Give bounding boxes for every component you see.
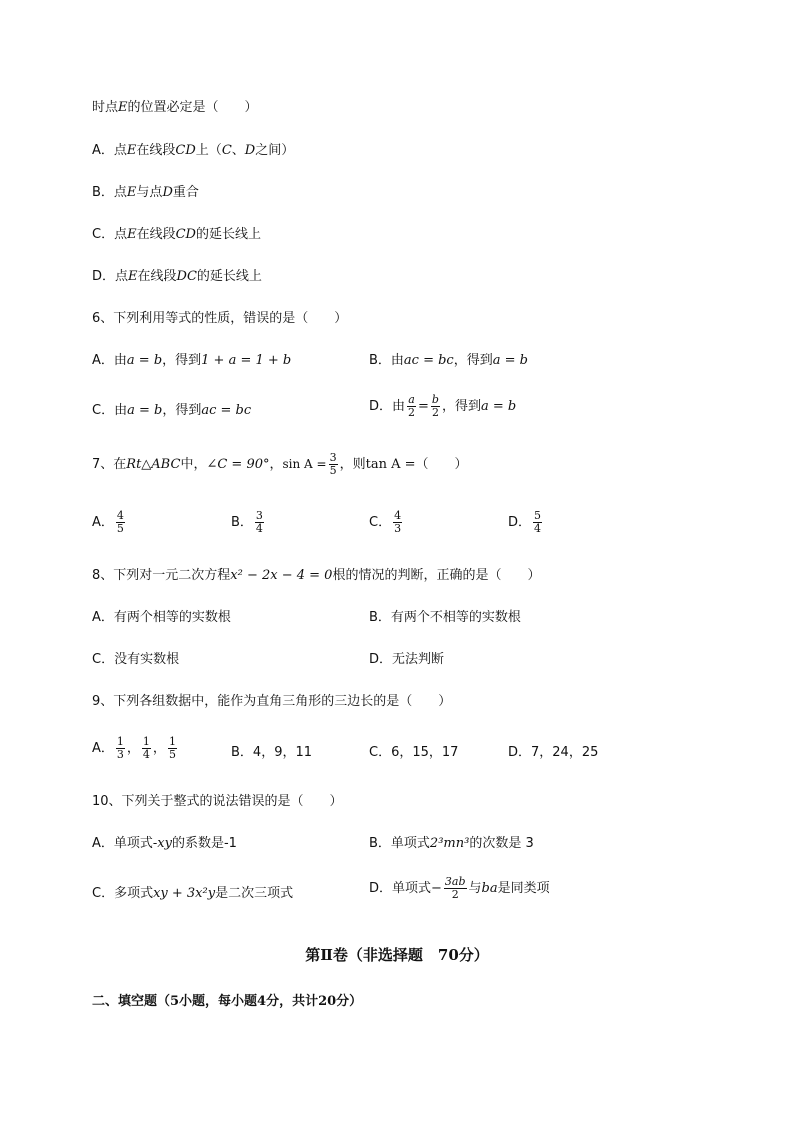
- q6-option-c: C．由a = b，得到ac = bc: [92, 403, 252, 418]
- q8-option-b: B．有两个不相等的实数根: [369, 610, 521, 625]
- q8-option-d: D．无法判断: [369, 652, 445, 667]
- q9-option-d: D．7，24，25: [508, 745, 599, 760]
- q5-option-a: A．点E在线段CD上（C、D之间）: [92, 143, 295, 158]
- q10-option-c: C．多项式xy + 3x²y是二次三项式: [92, 886, 294, 901]
- q5-stem: 时点E的位置必定是（ ）: [92, 100, 258, 115]
- q6-option-b: B．由ac = bc，得到a = b: [369, 353, 528, 368]
- q8-option-c: C．没有实数根: [92, 652, 180, 667]
- q7-option-d: D． $\frac{5}{4}$: [508, 509, 542, 535]
- q6-option-a: A．由a = b，得到1 + a = 1 + b: [92, 353, 292, 368]
- q6-stem: 6、下列利用等式的性质，错误的是（ ）: [92, 311, 348, 326]
- section-fill-in-blank-title: 二、填空题（5小题，每小题4分，共计20分）: [92, 994, 363, 1009]
- q7-stem: 7、在Rt△ABC中，∠C = 90°，sin A = $\frac{3}{5}$ ，则tan A =（ ）: [92, 451, 468, 477]
- fraction-3-over-5: $\frac{3}{5}$: [329, 451, 337, 477]
- q9-option-c: C．6，15，17: [369, 745, 459, 760]
- fraction-a-over-2: $\frac{a}{2}$: [408, 393, 416, 419]
- q5-option-b: B．点E与点D重合: [92, 185, 199, 200]
- q9-option-b: B．4，9，11: [231, 745, 313, 760]
- q10-option-b: B．单项式2³mn³的次数是 3: [369, 836, 534, 851]
- q5-option-d: D．点E在线段DC的延长线上: [92, 269, 262, 284]
- fraction-3ab-over-2: $\frac{3ab}{2}$: [444, 875, 466, 901]
- q10-option-a: A．单项式-xy的系数是-1: [92, 836, 237, 851]
- q8-option-a: A．有两个相等的实数根: [92, 610, 231, 625]
- q7-option-a: A． $\frac{4}{5}$: [92, 509, 124, 535]
- fraction-b-over-2: $\frac{b}{2}$: [431, 393, 439, 419]
- q10-option-d: D．单项式− $\frac{3ab}{2}$ 与ba是同类项: [369, 875, 550, 901]
- q8-stem: 8、下列对一元二次方程x² − 2x − 4 = 0根的情况的判断，正确的是（ ）: [92, 568, 541, 583]
- q7-option-b: B． $\frac{3}{4}$: [231, 509, 263, 535]
- part2-title: 第Ⅱ卷（非选择题 70分）: [305, 946, 489, 964]
- q9-stem: 9、下列各组数据中，能作为直角三角形的三边长的是（ ）: [92, 694, 452, 709]
- q7-option-c: C． $\frac{4}{3}$: [369, 509, 402, 535]
- q6-option-d: D．由 $\frac{a}{2}$ = $\frac{b}{2}$ ，得到a = b: [369, 393, 517, 419]
- q9-option-a: A． $\frac{1}{3}$ ， $\frac{1}{4}$ ， $\frac{1}{5}$: [92, 735, 176, 761]
- q5-option-c: C．点E在线段CD的延长线上: [92, 227, 261, 242]
- q10-stem: 10、下列关于整式的说法错误的是（ ）: [92, 794, 343, 809]
